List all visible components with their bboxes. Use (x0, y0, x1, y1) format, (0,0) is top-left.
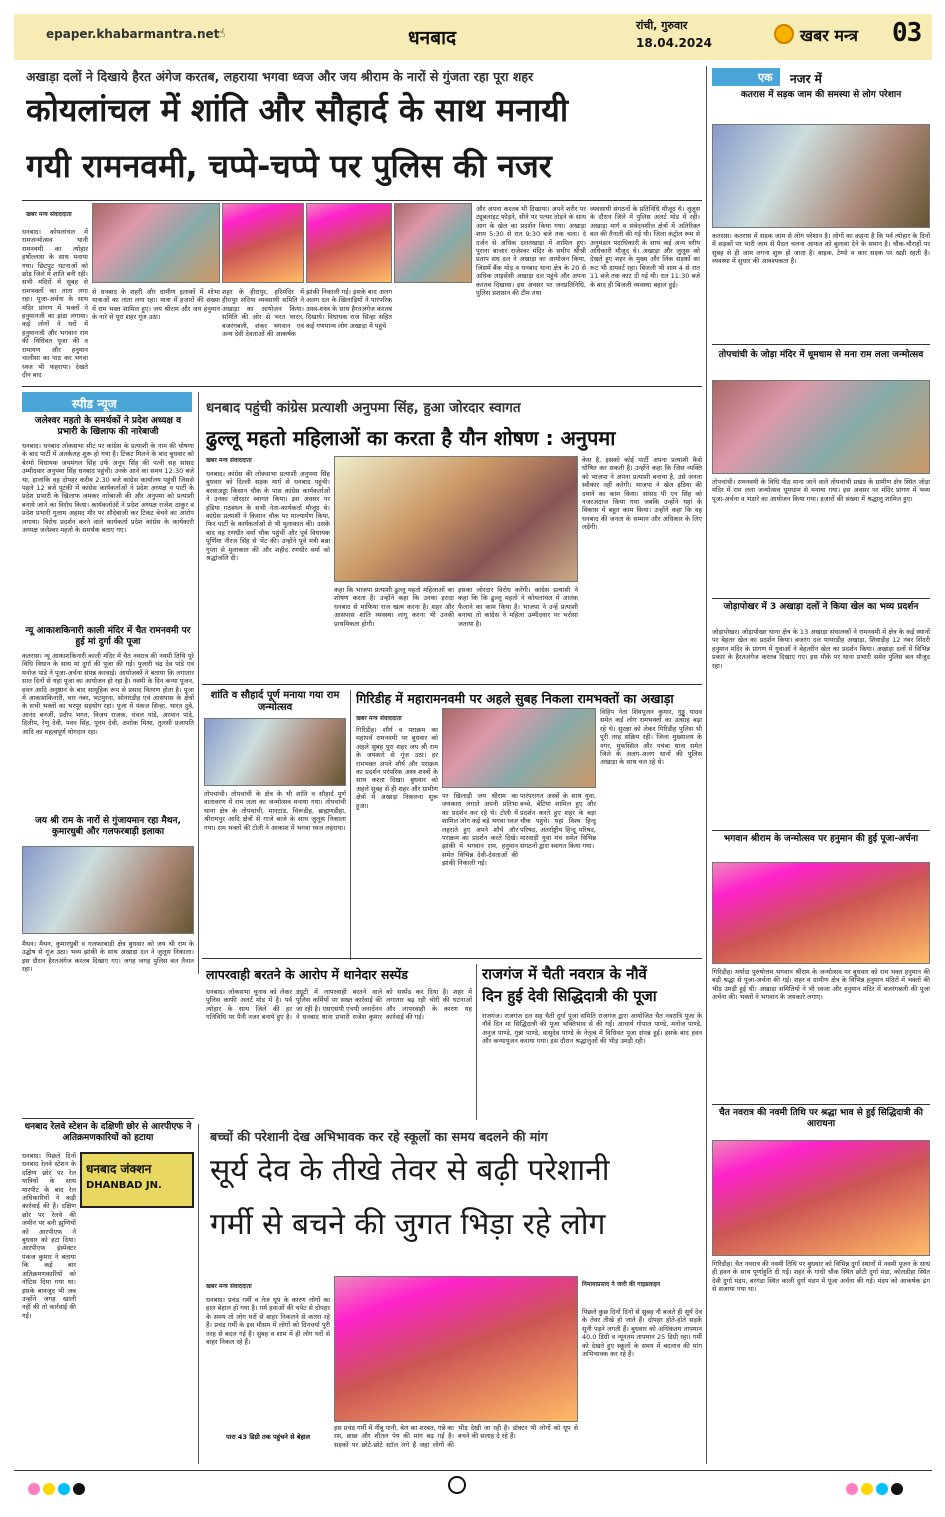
color-dot-yellow (861, 1483, 873, 1495)
right-item4-title: भगवान श्रीराम के जन्मोत्सव पर हनुमान की हुई पूजा-अर्चना (723, 834, 919, 844)
giridih-text-1: गिरिडीह। शौर्य व पराक्रम का महापर्व रामनवमी पर बुधवार को अहले सुबह पूरा शहर जय श्री राम के जयकारे से गूंज उठा। हर रामभक्त अपने शौर्य और पराक्रम का प्रदर्शन परंपरिक अस्त्र शस्त्रों के साथ करता दिखा। बुधवार को अहले सुबह से ही शहर और ग्रामीण क्षेत्रों में अखाड़ा निकलना शुरू हुआ। (356, 726, 438, 810)
congress-byline: खबर मन्त्र संवाददाता (206, 457, 252, 464)
cursor-icon: ☝ (218, 26, 226, 40)
lead-photo-ram-tableau (222, 203, 304, 283)
color-dot-black (891, 1483, 903, 1495)
heat-side-byline: निमायाप्रसाद ने जारी की गाइडलाइन (582, 1281, 661, 1288)
right-item2-title: तोपचांची के जोड़ा मंदिर में धूमधाम से मना राम लला जन्मोत्सव (718, 350, 924, 360)
heat-kicker: बच्चों की परेशानी देख अभिभावक कर रहे स्कूलों का समय बदलने की मांग (210, 1129, 548, 1144)
right-item5-photo (712, 1140, 930, 1256)
lead-text-col5: और अपना करतब भी दिखाया। अपने शरीर पर ट्यूबलाइट फोड़ने, सीने पर पत्थर तोड़ने के साथ आग के खेल का प्रदर्शन किया गया। अखाड़ा शाम 5:30 से रात 9:30 बजे तक चला। दे दर्जन से अधिक दलतखाड़ा में शामिल हुए। पुराना बाजार राजेश्वर मंदिर के समीप श्रीश्री प्रताप संघ दल ने अखाड़ा का आयोजन किया, जिसमें बैंक मोड़ व धनबाद थाना क्षेत्र के 20 से अधिक लाइसेंसी अखाड़ा दल पहुंचे और अपना करतब दिखाया। इस अवसर पर जनप्रतिनिधि, पुलिस प्रशासन की टीम तथा (476, 205, 586, 298)
speed-item3-text: मैथन। मैथन, कुमारधुबी व गलफरबाड़ी क्षेत्र बुधवार को जय श्री राम के उद्घोष से गूंज उठा। भव्य झांकी के साथ अखाड़ा दल ने जुलूस निकाला। इस दौरान हैरतअंगेज करतब दिखाए गए। जगह जगह पुलिस बल तैनात रहा। (22, 940, 194, 974)
edition-name: धनबाद (408, 27, 457, 49)
brand-name: खबर मन्त्र (800, 26, 858, 45)
speed-item1-text: धनबाद। धनबाद लोकसभा सीट पर कांग्रेस के प्रत्याशी के नाम की घोषणा के बाद पार्टी में अंतर्कलह शुरू हो गया है। टिकट मिलने के बाद बुधवार को बेरमो विधायक जयमंगल सिंह उर्फ अनूप सिंह की पत्नी सह सांसद उम्मीदवार अनुपमा सिंह धनबाद पहुंची। उनके आने का समय 12:30 बजे था, हालांकि वह दोपहर करीब 2.30 बजे कांग्रेस कार्यालय पहुंचीं जिससे पहले 12 बजे पुटकी में कांग्रेस कार्यकर्ताओं ने प्रदेश अध्यक्ष व पार्टी के प्रदेश प्रभारी के खिलाफ जमकर नारेबाजी की और अनुपमा को प्रत्याशी बनाये जाने का विरोध किया। कार्यकर्ताओं ने प्रदेश अध्यक्ष राजेश ठाकुर व प्रदेश प्रभारी गुलाम अहमद मीर पर सौदेबाजी कर टिकट बेचने का आरोप लगाया। विरोध प्रदर्शन करने वाले कार्यकर्ता प्रदेश कांग्रेस के कार्यकारी अध्यक्ष जलेश्वर महतो के समर्थक बताए गए। (22, 442, 194, 535)
color-dot-pink (28, 1483, 40, 1495)
shanti-photo (204, 718, 346, 786)
brand-logo-icon (774, 24, 794, 44)
lead-text-col2: से धनबाद के शहरी और ग्रामीण इलाकों में शोभा यात्राओं का तांता लगा रहा। यात्रा में हजारों की संख्या में राम भक्त शामिल हुए। जय श्रीराम और जय हनुमान के नारे से पूरा शहर गूंज उठा। (92, 288, 220, 322)
page-number: 03 (892, 18, 922, 48)
railway-headline: धनबाद रेलवे स्टेशन के दक्षिणी छोर से आरपीएफ ने अतिक्रमणकारियों को हटाया (24, 1122, 192, 1143)
congress-text-left: धनबाद। कांग्रेस की लोकसभा प्रत्याशी अनुपमा सिंह बुधवार को दिल्ली सड़क मार्ग से धनबाद पहुंची। बरवाअड्डा किसान चौक के पास कांग्रेस कार्यकर्ताओं ने उनका जोरदार स्वागत किया। इस अवसर पर इंडिया गठबंधन के सभी नेता-कार्यकर्ता मौजूद थे। कांग्रेस प्रत्याशी ने किसान चौक पर माल्यार्पण किया, फिर पार्टी के कार्यकर्ताओं से भी मुलाकात की। उसके बाद वह रणधीर वर्मा चौक पहुंचीं और पूर्व विधायक पूर्णिमा नीरज सिंह से भेंट की। उन्होंने पूर्व मंत्री बन्ना गुप्ता से मुलाकात की और शहीद रणधीर वर्मा को श्रद्धांजलि दी। (206, 470, 330, 563)
city-day: रांची, गुरुवार (636, 19, 688, 32)
giridih-text-4: विहिप नेता शिवपूजन कुमार, गुड्डू यादव समेत कई लोग रामभक्तों का उत्साह बढ़ा रहे थे। सुरक्षा को लेकर गिरिडीह पुलिस भी पूरी तरह सक्रिय रही। जिला मुख्यालय के नगर, मुफस्सिल और पचंबा थाना समेत जिले के अलग-अलग थानों की पुलिस अखाड़ा के साथ चल रहे थे। (600, 708, 702, 767)
congress-kicker: धनबाद पहुंची कांग्रेस प्रत्याशी अनुपमा सिंह, हुआ जोरदार स्वागत (206, 400, 521, 416)
lead-headline-line1: कोयलांचल में शांति और सौहार्द के साथ मनायी (26, 91, 569, 129)
rajganj-headline-line1: राजगंज में चैती नवरात्र के नौवें (482, 965, 647, 983)
ek-nazar-right: नजर में (790, 72, 822, 86)
right-item1-photo (712, 124, 930, 228)
heat-text-1: धनबाद। प्रचंड गर्मी व तेज धूप के कारण लोगों का हाल बेहाल हो गया है। गर्म हवाओं की चपेट से दोपहर के समय तो लोग घरों से बाहर निकलने से कतरा रहे हैं। प्रचंड गर्मी के इस मौसम में लोगों को दिनचर्या पूरी तरह से बदल गई है। सुबह व शाम में ही लोग घरों से बाहर निकल रहे हैं। (206, 1296, 330, 1347)
color-dot-cyan (876, 1483, 888, 1495)
speed-news-label: स्पीड न्यूज (72, 397, 117, 411)
right-item5-text: गिरिडीह। चैत नवरात्र की नवमी तिथि पर बुधवार को विभिन्न दुर्गा स्थानों में नवमी पूजन के साथ ही हवन के साथ पूर्णाहुति दी गई। शहर के गांधी चौक स्थित छोटी दुर्गा मंडा, कोलडीहा स्थित देवी दुर्गा मंडप, बरगंडा स्थित काली दुर्गा मंडप में पूजा अर्चना की गई। मंडप को आकर्षक ढंग से सजाया गया था। (712, 1260, 930, 1294)
footer-color-marks-left (28, 1480, 88, 1499)
right-item3-text: जोड़ापोखर। जोड़ापोखर थाना क्षेत्र के 13 अखाड़ा संचालकों ने रामनवमी में क्षेत्र के कई स्थानों पर बेहतर खेल का प्रदर्शन किया। बजरंग दल पाथरडीह अखाड़ा, शिवाड़ीह 12 नंबर सिंदरी हनुमान मंदिर के प्रांगण में युवाओं ने बेहतरीन खेल का प्रदर्शन किया। अखाड़ा दलों में विभिन्न प्रकार के हैरतअंगेज करतब दिखाए गए। इस मौके पर थाना प्रभारी समेत पुलिस बल मौजूद रहा। (712, 628, 930, 670)
right-item3-title: जोड़ापोखर में 3 अखाड़ा दलों ने किया खेल का भव्य प्रदर्शन (723, 602, 919, 612)
giridih-headline: गिरिडीह में महारामनवमी पर अहले सुबह निकला रामभक्तों का अखाड़ा (356, 691, 674, 706)
lead-text-col1: धनबाद। कोयलांचल में रामजन्मोत्सव यानी रामनवमी का त्योहार हर्षोल्लास के साथ मनाया गया। छिटपुट घटनाओं को छोड़ जिले में शांति बनी रही। सभी मंदिरों में सुबह से रामभक्तों का तांता लगा रहा। पूजा-अर्चना के साथ मंदिर प्रांगण में भक्तों ने हनुमानजी का झंडा लगाया। कई लोगों ने घरों में हनुमानजी और भगवान राम की विधिवत पूजा की व रामायण और हनुमान चालीसा का पाठ कर भगवा ध्वज भी फहराया। देखते दीन बाद (22, 228, 88, 378)
railway-sign-english: DHANBAD JN. (86, 1180, 162, 1191)
speed-item1-title: जलेश्वर महतो के समर्थकों ने प्रदेश अध्यक्ष व प्रभारी के खिलाफ की नारेबाजी (34, 416, 182, 437)
lapar-text: धनबाद। लोकसभा चुनाव को लेकर पुलिस काफी अलर्ट मोड में है। पर्व त्योहार के साथ जिले की हर गतिविधि पर पैनी नजर बनाये हुए है। ड्यूटी में लापरवाही बरतने वाले पुलिस कर्मियों पर सख्त कार्रवाई की जा रही है। एसएसपी एचपी जनार्दनन ने धनबाद थाना प्रभारी राजेश कुमार को सस्पेंड कर दिया है। शहर में लगातार बढ़ रही चोरी की घटनाओं और लापरवाही के कारण यह कार्रवाई की गई। (206, 988, 472, 1022)
lapar-headline: लापरवाही बरतने के आरोप में थानेदार सस्पेंड (206, 967, 408, 982)
congress-text-mid: कहा कि भाजपा प्रत्याशी ढुल्लू महतो महिलाओं का शोषण करता है। उन्होंने कहा कि उनका इरादा धनबाद से माफिया राज खत्म करना है। शहर और आसपास शांति व्यवस्था लागू करना भी उनकी प्राथमिकता होगी। (334, 586, 454, 628)
site-url[interactable]: epaper.khabarmantra.net (46, 27, 220, 41)
lead-photo-akhara (394, 203, 472, 283)
right-item4-text: गिरिडीह। मर्यादा पुरुषोत्तम भगवान श्रीराम के जन्मोत्सव पर बुधवार को राम भक्त हनुमान की बड़ी श्रद्धा से पूजा-अर्चना की गई। शहर व ग्रामीण क्षेत्र के विभिन्न हनुमान मंदिरों में भक्तों की भीड़ उमड़ी हुई थी। अखाड़ा समितियों ने भी ध्वजा और हनुमान मंदिर में बजरंगबली की पूजा अर्चना की। भक्तों ने भगवान के जयकारे लगाए। (712, 968, 930, 1002)
right-item2-text: तोपचांची। रामनवमी के विधि पीठ माना जाने वाले तोपचांची प्रखंड के ग्रामीण क्षेत्र स्थित जोड़ा मंदिर में राम लला जन्मोत्सव धूमधाम से मनाया गया। इस अवसर पर मंदिर प्रांगण में भव्य पूजा-अर्चना व भंडारे का आयोजन किया गया। हजारों की संख्या में श्रद्धालु शामिल हुए। (712, 478, 930, 503)
right-item1-title: कतरास में सड़क जाम की समस्या से लोग परेशान (740, 90, 902, 100)
color-dot-pink (846, 1483, 858, 1495)
right-item4-photo (712, 862, 930, 964)
right-item2-photo (712, 380, 930, 474)
footer-color-marks-right (846, 1480, 906, 1499)
heat-headline-line2: गर्मी से बचने की जुगत भिड़ा रहे लोग (210, 1207, 606, 1242)
shanti-text: तोपचांची। तोपचांची के क्षेत्र के भी शांति व सौहार्द पूर्ण वातावरण में राम लला का जन्मोत्सव मनाया गया। तोपचांची थाना क्षेत्र के तोपचांची, मानटांड, चिरूडीह, ब्राह्मणडीहा, श्रीरामपुर आदि क्षेत्रों से गाजे बाजे के साथ जुलूस निकाला गया। राम भक्तों की टोली ने आकाश में भगवा ध्वज लहराया। (204, 790, 346, 832)
giridih-text-2: पर खिलाड़ी जय श्रीराम का जयकारा लगाते अपनी प्रतिभा का प्रदर्शन कर रहे थे। टोली में शामिल लोग कई बड़े भगवा ध्वज लहराते हुए अपने शौर्य और पराक्रम का प्रदर्शन करते दिखे। झांकी में भगवान राम, हनुमान समेत विभिन्न देवी-देवताओं की झांकी निकाली गई। (442, 792, 518, 868)
registration-mark-icon (448, 1476, 466, 1494)
color-dot-black (73, 1483, 85, 1495)
lead-photo-crowd (92, 203, 220, 283)
speed-item3-photo (22, 846, 194, 934)
heat-text-2: इस प्रचंड गर्मी में नींबू पानी, बेल का शरबत, गन्ने का रस, छाछ और शीतल पेय की मांग बढ़ गई है। सड़कों पर छोटे-छोटे स्टॉल लगे हैं जहां लोगों की भीड़ देखी जा रही है। डॉक्टर भी लोगों को धूप से बचने की सलाह दे रहे हैं। (334, 1424, 578, 1449)
lead-text-col6: व्यवसायी संगठनों के प्रतिनिधि मौजूद थे। जुलूस के दौरान जिले में पुलिस अलर्ट मोड में रही। अखाड़ा मार्ग व संवेदनशील क्षेत्रों में अतिरिक्त बल की तैनाती की गई थी। जिला कंट्रोल रूम से अनुमंडल पदाधिकारी के साथ कई अन्य वरीय अधिकारी मौजूद थे। अखाड़ा और जुलूस को देखते हुए शहर के मुख्य और लिंक सड़कों का रूट भी डायवर्ट रहा। बिजली भी शाम 4 से रात 11 बजे तक काट दी गई थी। रात 11:30 बजे के बाद ही बिजली व्यवस्था बहाल हुई। (590, 205, 700, 289)
heat-byline: खबर मन्त्र संवाददाता (206, 1283, 252, 1290)
heat-text-3: पिछले कुछ दिनों दिनों से सुबह नौ बजते ही सूर्य देव के तेवर तीखे हो जाते हैं। दोपहर होते-होते सड़कें सूनी पड़ने लगती हैं। बुधवार को अधिकतम तापमान 40.0 डिग्री व न्यूनतम तापमान 25 डिग्री रहा। गर्मी को देखते हुए स्कूलों के समय में बदलाव की मांग अभिभावक कर रहे हैं। (582, 1308, 702, 1359)
heat-photo-caption: पारा 43 डिग्री तक पहुंचने से बेहाल (225, 1433, 311, 1441)
lead-text-col4: झांकी निकाली गई। इसके बाद अलग अलग दल के खिलाड़ियों ने पारंपरिक अस्त्र-शस्त्र के साथ हैरतअंगेज करतब दिखाये। विधायक राज सिन्हा सहित कई गणमान्य लोग अखाड़ा में पहुंचे (306, 288, 392, 330)
right-item5-title: चैत नवरात्र की नवमी तिथि पर श्रद्धा भाव से हुई सिद्धिदात्री की आराधना (718, 1108, 923, 1129)
railway-sign-hindi: धनबाद जंक्शन (86, 1162, 152, 1176)
giridih-photo (442, 708, 596, 788)
rajganj-headline-line2: दिन हुई देवी सिद्धिदात्री की पूजा (482, 987, 657, 1005)
giridih-byline: खबर मन्त्र संवाददाता (356, 715, 402, 722)
giridih-text-3: पारंपरागत अस्त्रों के साथ युवा, बच्चे, बेटियां शामिल हुए और प्रदर्शन करते हुए शहर के बड़ा चौक पहुंचे। यहां विश्व हिन्दू परिषद, अंतर्राष्ट्रीय हिन्दू परिषद, मारवाड़ी युवा मंच समेत विभिन्न संगठनों द्वारा स्वागत किया गया। (520, 792, 596, 851)
railway-text-narrow: धनबाद। पिछले दिनों धनबाद रेलवे स्टेशन के दक्षिण छोर पर रेल यात्रियों के साथ मारपीट के बाद रेल अधिकारियों ने कड़ी कार्रवाई की है। दक्षिण छोर पर रेलवे की जमीन पर बनी झुग्गियों को आरपीएफ ने बुधवार को हटा दिया। आरपीएफ इंस्पेक्टर पंकज कुमार ने बताया कि कई बार अतिक्रमणकारियों को नोटिस दिया गया था। इसके बावजूद भी जब उन्होंने जगह खाली नहीं की तो कार्रवाई की गई। (22, 1152, 76, 1320)
speed-item2-title: न्यू आकाशकिनारी काली मंदिर में चैत रामनवमी पर हुई मां दुर्गा की पूजा (25, 626, 191, 647)
color-dot-cyan (58, 1483, 70, 1495)
top-kicker: अखाड़ा दलों ने दिखाये हैरत अंगेज करतब, लहराया भगवा ध्वज और जय श्रीराम के नारों से गुंजता रहा पूरा शहर (26, 69, 534, 84)
heat-photo (334, 1276, 578, 1422)
lead-photo-hanuman-tableau (306, 203, 392, 283)
right-item1-text: कतरास। कतरास में सड़क जाम से लोग परेशान है। लोगों का कहना है कि पर्व त्योहार के दिनों में सड़कों पर भारी जाम से पैदल चलना आफत को बुलावा देने के समान है। चौक-चौराहों पर सुबह से ही जाम लगना शुरू हो जाता है। बाइक, टेम्पो व कार सड़क पर खड़ी रहती है। व्यवस्था में सुधार की आवश्यकता है। (712, 232, 930, 266)
lead-headline-line2: गयी रामनवमी, चप्पे-चप्पे पर पुलिस की नजर (26, 147, 552, 185)
heat-headline-line1: सूर्य देव के तीखे तेवर से बढ़ी परेशानी (210, 1153, 610, 1188)
congress-photo (334, 456, 578, 582)
shanti-headline: शांति व सौहार्द पूर्ण मनाया गया राम जन्मोत्सव (210, 690, 340, 713)
issue-date: 18.04.2024 (636, 36, 712, 50)
speed-item3-title: जय श्री राम के नारों से गुंजायमान रहा मैथन, कुमारधुबी और गलफरबाड़ी इलाका (35, 816, 181, 837)
rajganj-text: राजगंज। राजगंज दल सह चैती दुर्गा पूजा समिति राजगंज द्वारा आयोजित चैत नवरात्रि पूजा के नौवें दिन मां सिद्धिदात्री की पूजा भक्तिभाव से की गई। आचार्य गोपाल पाण्डे, मनोज पाण्डे, अनुज पाण्डे, गुन्ना पाण्डे, वासुदेव पाण्डे के नेतृत्व में विधिवत पूजा संपन्न हुई। इसके बाद हवन और कन्यापूजन कराया गया। इस दौरान श्रद्धालुओं की भीड़ उमड़ी रही। (482, 1012, 702, 1046)
lead-text-col3: शहर के हीरापुर, हरिमंदिर में हीरापुर सदिया व्यवसायी समिति ने अखाड़ा का आयोजन किया। समिति की ओर से भरत भारत, बजरंगबली, शंकर भगवान एवं अन्य देवी देवताओं की आकर्षक (222, 288, 304, 339)
speed-item2-text: कतरास। न्यू आकाशकिनारी काली मंदिर में चैत नवरात्र की नवमी तिथि पूरे विधि विधान के साथ मां दुर्गा की पूजा की गई। पुजारी चंद्र देव पांडे एवं मनोज पांडे ने पूजा-अर्चना संपन्न करवाई। आयोजकों ने बताया कि लगातार सात दिनों से यहां पूजा का आयोजन हो रहा है। नवमी के दिन कन्या पूजन, हवन आदि अनुष्ठान के बाद सामूहिक रूप से प्रसाद वितरण होता है। पूजा में आकाशकिनारी, चार नंबर, भटमुरना, सोनारडीह एवं आसपास के क्षेत्रों के सभी भक्तों का भरपूर सहयोग रहा। पूजा में पंकज सिन्हा, भारत दुबे, आनंद बनर्जी, प्रदीप भगत, विजय राजक, चंचल पांडे, अरमान पांडे, दिलीप, रेणु देवी, पवन सिंह, पूनम देवी, अशोक मिश्रा, तुलसी प्रजापति आदि का महत्वपूर्ण योगदान रहा। (22, 652, 194, 736)
lead-byline: खबर मन्त्र संवाददाता (26, 211, 72, 218)
congress-headline: ढुल्लू महतो महिलाओं का करता है यौन शोषण : अनुपमा (206, 426, 616, 450)
congress-text-mid2: इसका जोरदार विरोध करेंगी। कांग्रेस प्रत्याशी ने कहा कि कि ढुल्लू महतो ने कोयलांचल में आतंक फैलाने का काम किया है। भाजपा ने उन्हें प्रत्याशी बनाया तो कांग्रेस ने महिला उम्मीदवार पर भरोसा जताया है। (458, 586, 578, 628)
color-dot-yellow (43, 1483, 55, 1495)
ek-nazar-left: एक (758, 71, 773, 84)
congress-text-right: केस है, इसको कोई पार्टी अपना प्रत्याशी कैसे घोषित कर सकती है। उन्होंने कहा कि जिस व्यक्ति को भाजपा ने अपना प्रत्याशी बनाया है, उसे जनता स्वीकार नहीं करेगी। भाजपा ने खेल इंडिया की दमाने का काम किया। सांसद पी एन सिंह को नजरअंदाज किया गया जबकि उन्होंने यहां के विकास में बहुत काम किया। उन्होंने कहा कि वह धनबाद की जनता के सम्मान और अधिकार के लिए लड़ेंगी। (582, 456, 702, 532)
